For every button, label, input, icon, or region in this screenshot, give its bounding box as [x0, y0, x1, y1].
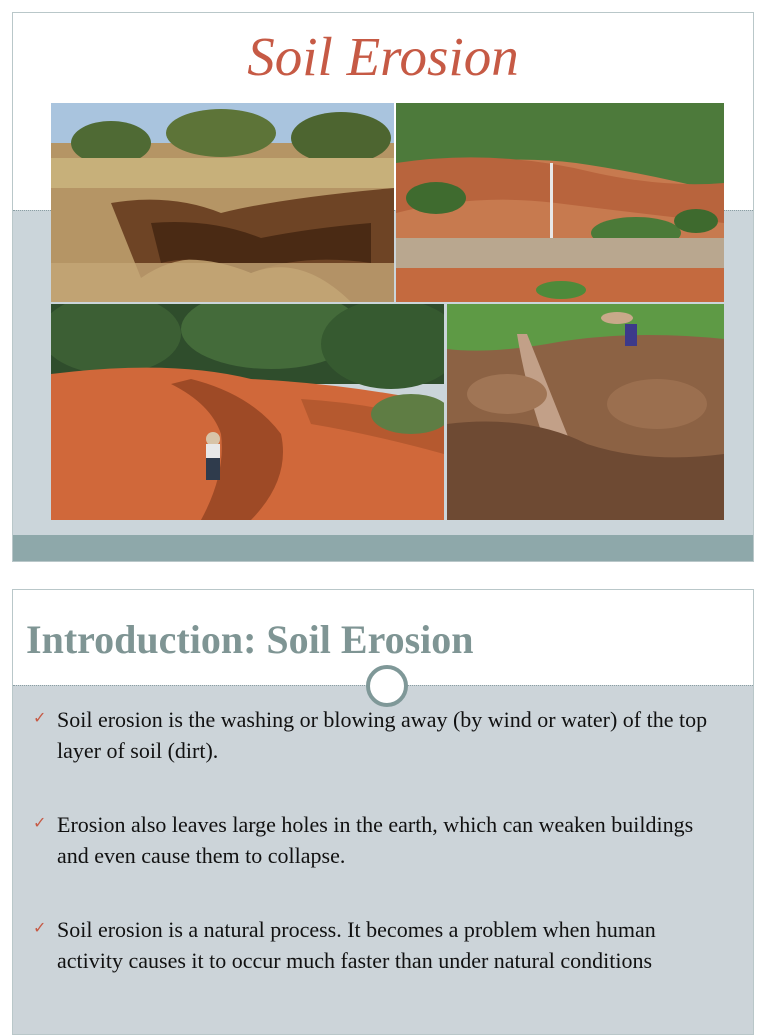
- bullet-list: [33, 704, 725, 976]
- checkmark-icon: ✓: [33, 708, 47, 727]
- red-clay-gully-with-worker-photo: [51, 304, 444, 520]
- circle-ornament-icon: [366, 665, 408, 707]
- red-soil-hillside-photo: [396, 103, 724, 302]
- intro-slide: [12, 589, 754, 1035]
- eroded-gully-savanna-photo: [51, 103, 394, 302]
- bullet-item: [33, 914, 725, 976]
- checkmark-icon: ✓: [33, 813, 47, 832]
- bullet-text: Soil erosion is a natural process. It becomes a problem when human activity causes it to occur much faster than under natural conditions: [57, 917, 656, 973]
- bullet-item: [33, 809, 725, 871]
- slide-title: Soil Erosion: [247, 26, 519, 87]
- title-slide: [12, 12, 754, 562]
- slide-title: Introduction: Soil Erosion: [26, 617, 474, 662]
- muddy-rill-field-photo: [447, 304, 724, 520]
- bullet-text: Erosion also leaves large holes in the earth, which can weaken buildings and even cause them to collapse.: [57, 812, 694, 868]
- checkmark-icon: ✓: [33, 918, 47, 937]
- bullet-item: [33, 704, 725, 766]
- slide-footer-bar: [13, 535, 753, 561]
- bullet-text: Soil erosion is the washing or blowing away (by wind or water) of the top layer of soil (dirt).: [57, 707, 708, 763]
